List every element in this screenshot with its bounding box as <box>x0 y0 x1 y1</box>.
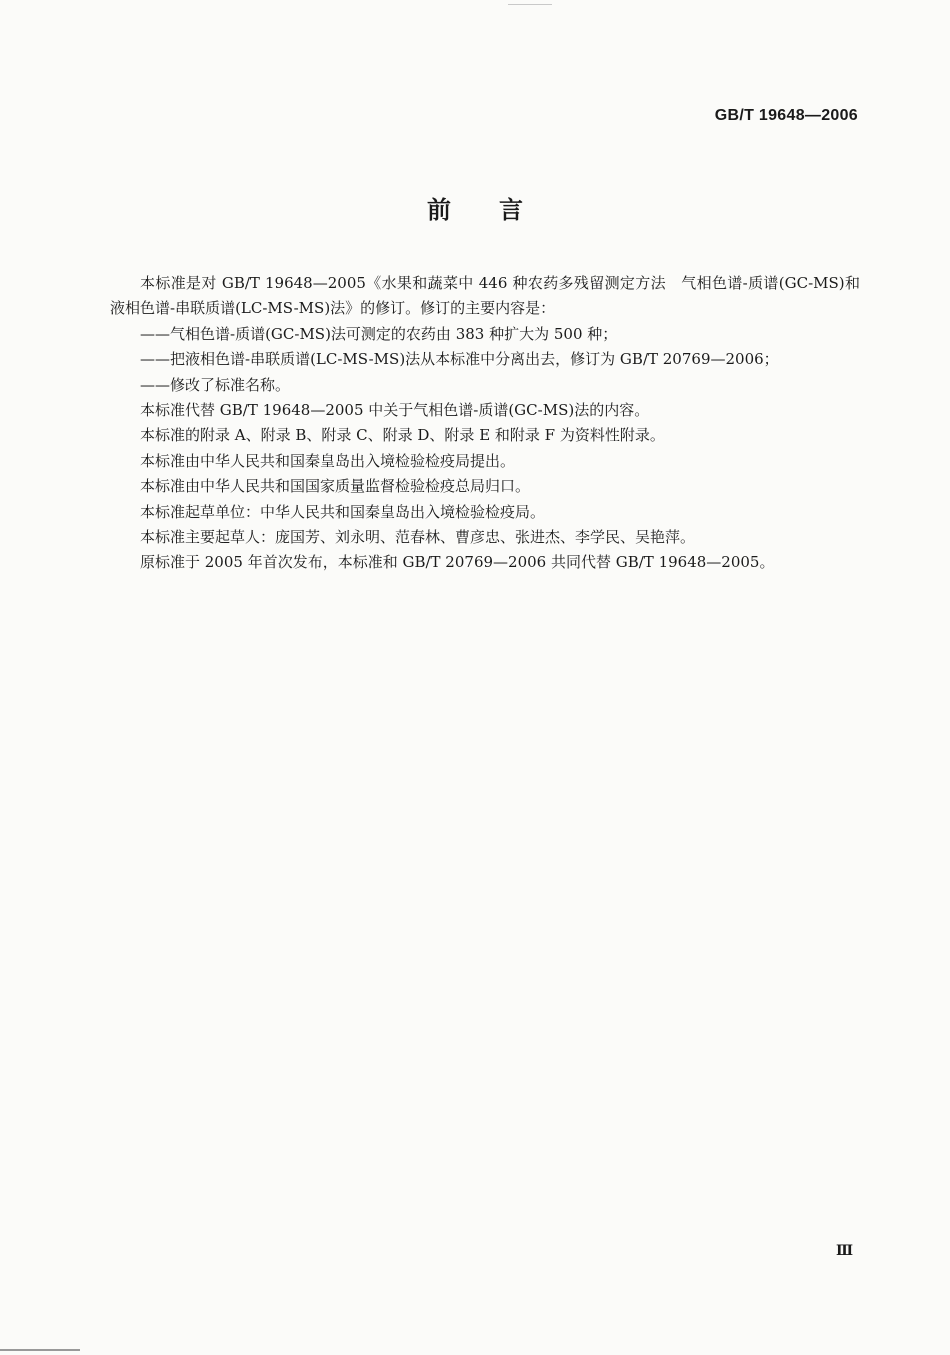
change-item: ——修改了标准名称。 <box>140 375 291 394</box>
scan-artifact-bottom <box>0 1349 80 1351</box>
standard-code: GB/T 19648—2006 <box>714 107 858 124</box>
paragraph-appendices: 本标准的附录 A、附录 B、附录 C、附录 D、附录 E 和附录 F 为资料性附录。 <box>140 426 665 445</box>
paragraph-replaces: 本标准代替 GB/T 19648—2005 中关于气相色谱-质谱(GC-MS)法的内容。 <box>140 401 650 420</box>
scan-artifact-top <box>508 4 552 5</box>
paragraph-proposer: 本标准由中华人民共和国秦皇岛出入境检验检疫局提出。 <box>140 451 516 470</box>
page-number: Ⅲ <box>836 1243 853 1259</box>
paragraph-drafting-unit: 本标准起草单位：中华人民共和国秦皇岛出入境检验检疫局。 <box>140 502 546 521</box>
change-item: ——气相色谱-质谱(GC-MS)法可测定的农药由 383 种扩大为 500 种； <box>140 324 618 343</box>
paragraph-drafters: 本标准主要起草人：庞国芳、刘永明、范春林、曹彦忠、张进杰、李学民、吴艳萍。 <box>140 528 696 547</box>
paragraph-administrator: 本标准由中华人民共和国国家质量监督检验检疫总局归口。 <box>140 477 531 496</box>
page-title: 前言 <box>427 196 571 224</box>
change-item: ——把液相色谱-串联质谱(LC-MS-MS)法从本标准中分离出去，修订为 GB/T 20769—2006； <box>140 350 779 369</box>
intro-paragraph: 本标准是对 GB/T 19648—2005《水果和蔬菜中 446 种农药多残留测定方法 气相色谱-质谱(GC-MS)和液相色谱-串联质谱(LC-MS-MS)法》的修订。修订的主要内容是： <box>110 274 860 318</box>
paragraph-history: 原标准于 2005 年首次发布，本标准和 GB/T 20769—2006 共同代替 GB/T 19648—2005。 <box>140 553 775 572</box>
foreword-body <box>110 271 860 576</box>
